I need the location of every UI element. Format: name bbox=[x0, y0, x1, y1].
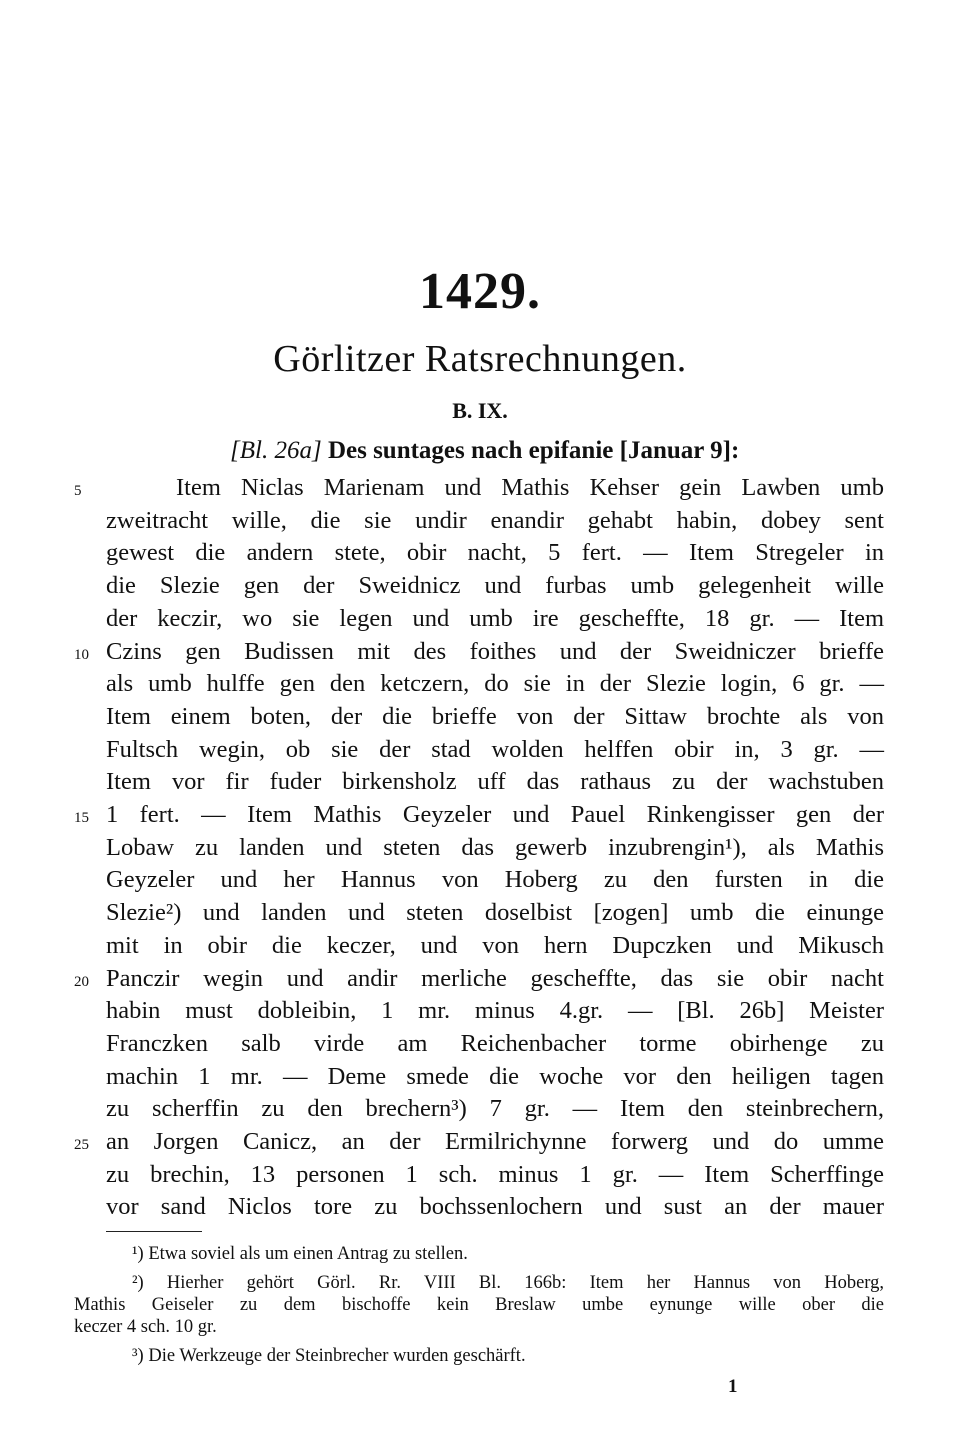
text-line: der keczir, wo sie legen und umb ire gescheffte, 18 gr. — Item bbox=[106, 604, 884, 632]
text-line: zu scherffin zu den brechern³) 7 gr. — Item den steinbrechern, bbox=[106, 1095, 884, 1123]
text-line: Fultsch wegin, ob sie der stad wolden helffen obir in, 3 gr. — bbox=[106, 735, 884, 763]
line-number: 20 bbox=[74, 973, 89, 990]
text-line: 1 fert. — Item Mathis Geyzeler und Pauel Rinkengisser gen der bbox=[106, 801, 884, 828]
footnote-line: ¹) Etwa soviel als um einen Antrag zu stellen. bbox=[132, 1244, 468, 1264]
folio-reference: [Bl. 26a] bbox=[230, 437, 322, 464]
footnote-rule bbox=[106, 1231, 202, 1232]
line-number: 25 bbox=[74, 1137, 89, 1153]
text-line: vor sand Niclos tore zu bochssenlochern und sust an der mauer bbox=[106, 1193, 884, 1221]
volume-label: B. IX. bbox=[452, 398, 508, 423]
footnote-line: ³) Die Werkzeuge der Steinbrecher wurden geschärft. bbox=[132, 1346, 526, 1366]
text-line: Slezie²) und landen und steten doselbist [zogen] umb die einunge bbox=[106, 899, 884, 927]
text-line: Item Niclas Marienam und Mathis Kehser gein Lawben umb bbox=[176, 474, 884, 501]
entry-header bbox=[230, 434, 739, 468]
text-line: als umb hulffe gen den ketczern, do sie in der Slezie login, 6 gr. — bbox=[106, 670, 884, 698]
text-line: Geyzeler und her Hannus von Hoberg zu den fursten in die bbox=[106, 866, 884, 894]
text-line: habin must dobleibin, 1 mr. minus 4.gr. — [Bl. 26b] Meister bbox=[106, 997, 884, 1025]
text-line: die Slezie gen der Sweidnicz und furbas umb gelegenheit wille bbox=[106, 572, 884, 600]
year-heading: 1429. bbox=[419, 263, 541, 320]
footnote-line: Mathis Geiseler zu dem bischoffe kein Breslaw umbe eynunge wille ober die bbox=[74, 1295, 884, 1315]
page-number: 1 bbox=[728, 1376, 738, 1397]
text-line: Lobaw zu landen und steten das gewerb inzubrengin¹), als Mathis bbox=[106, 833, 884, 861]
line-number: 10 bbox=[74, 646, 89, 663]
text-line: Czins gen Budissen mit des foithes und der Sweidniczer brieffe bbox=[106, 637, 884, 665]
text-line: mit in obir die keczer, und von hern Dupczken und Mikusch bbox=[106, 931, 884, 959]
text-line: Franczken salb virde am Reichenbacher torme obirhenge zu bbox=[106, 1029, 884, 1057]
text-line: Panczir wegin und andir merliche gescheffte, das sie obir nacht bbox=[106, 964, 884, 992]
line-number: 15 bbox=[74, 810, 89, 826]
text-line: Item vor fir fuder birkensholz uff das rathaus zu der wachstuben bbox=[106, 768, 884, 796]
entry-heading: Des suntages nach epifanie [Januar 9]: bbox=[327, 437, 740, 464]
footnote-line: keczer 4 sch. 10 gr. bbox=[74, 1317, 217, 1337]
line-number: 5 bbox=[74, 483, 82, 499]
text-line: an Jorgen Canicz, an der Ermilrichynne forwerg und do umme bbox=[106, 1128, 884, 1155]
document-title: Görlitzer Ratsrechnungen. bbox=[273, 338, 687, 380]
text-line: machin 1 mr. — Deme smede die woche vor den heiligen tagen bbox=[106, 1062, 884, 1090]
text-line: Item einem boten, der die brieffe von der Sittaw brochte als von bbox=[106, 702, 884, 730]
text-line: zu brechin, 13 personen 1 sch. minus 1 gr. — Item Scherffinge bbox=[106, 1160, 884, 1188]
text-line: gewest die andern stete, obir nacht, 5 fert. — Item Stregeler in bbox=[106, 539, 884, 567]
text-line: zweitracht wille, die sie undir enandir gehabt habin, dobey sent bbox=[106, 506, 884, 534]
footnote-line: ²) Hierher gehört Görl. Rr. VIII Bl. 166b: Item her Hannus von Hoberg, bbox=[132, 1273, 884, 1293]
